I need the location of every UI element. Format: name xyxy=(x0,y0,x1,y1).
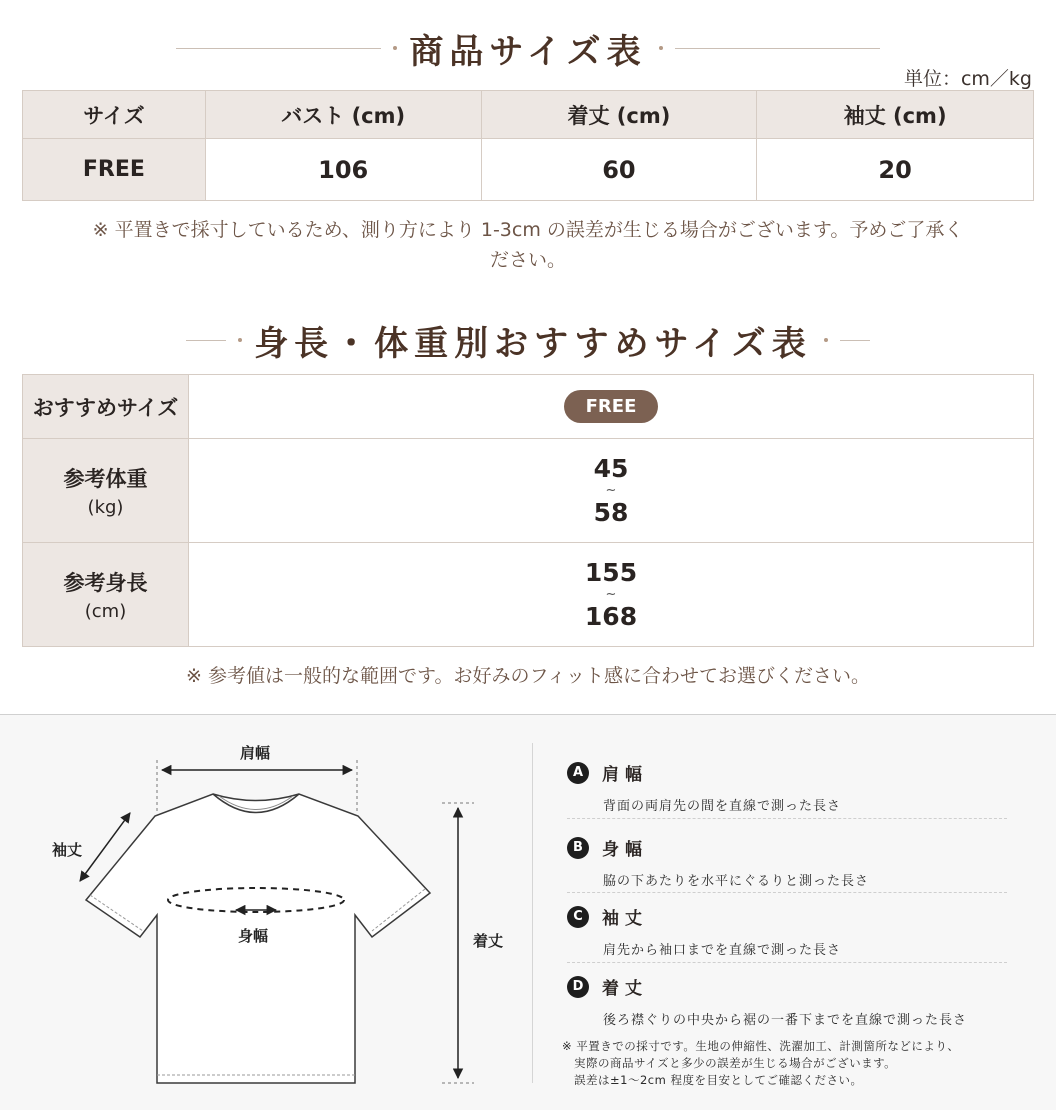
diagram-divider xyxy=(532,743,533,1083)
guide-item-title: 袖丈 xyxy=(602,909,648,929)
recommend-title-row xyxy=(0,316,1056,364)
badge-c: C xyxy=(567,906,589,928)
guide-item-chest xyxy=(567,835,1007,889)
weight-max: 58 xyxy=(593,497,629,527)
guide-separator xyxy=(567,962,1007,963)
guide-item-desc: 後ろ襟ぐりの中央から裾の一番下までを直線で測った長さ xyxy=(603,1013,968,1028)
size-table-row xyxy=(23,139,1034,201)
badge-b: B xyxy=(567,837,589,859)
guide-item-title: 着丈 xyxy=(602,979,648,999)
height-min: 155 xyxy=(584,557,638,587)
recommend-height-row xyxy=(23,543,1034,647)
recommend-title: 身長・体重別おすすめサイズ表 xyxy=(254,323,812,364)
guide-item-title: 肩幅 xyxy=(602,765,648,785)
size-table xyxy=(22,90,1034,201)
recommend-size-label: おすすめサイズ xyxy=(23,375,189,439)
weight-unit: (kg) xyxy=(87,497,124,518)
header-bust: バスト (cm) xyxy=(205,91,481,139)
badge-a: A xyxy=(567,762,589,784)
weight-min: 45 xyxy=(593,453,629,483)
height-label-cell xyxy=(23,543,189,647)
label-chest: 身幅 xyxy=(238,927,269,945)
height-unit: (cm) xyxy=(84,601,127,622)
weight-tilde: ~ xyxy=(605,482,617,498)
cell-size: FREE xyxy=(23,139,206,201)
guide-separator xyxy=(567,818,1007,819)
tshirt-diagram xyxy=(0,715,532,1111)
weight-range xyxy=(189,439,1034,543)
guide-item-desc: 肩先から袖口までを直線で測った長さ xyxy=(603,943,842,958)
weight-label: 参考体重 xyxy=(63,467,148,491)
header-length: 着丈 (cm) xyxy=(481,91,757,139)
guide-item-desc: 脇の下あたりを水平にぐるりと測った長さ xyxy=(603,874,870,889)
recommend-note: ※ 参考値は一般的な範囲です。お好みのフィット感に合わせてお選びください。 xyxy=(186,665,870,687)
header-sleeve: 袖丈 (cm) xyxy=(757,91,1034,139)
guide-item-length xyxy=(567,974,1007,1028)
size-table-header-row xyxy=(23,91,1034,139)
title-dot-right xyxy=(824,338,828,342)
label-sleeve: 袖丈 xyxy=(52,841,83,859)
recommend-size-row xyxy=(23,375,1034,439)
label-shoulder: 肩幅 xyxy=(240,744,271,762)
guide-item-shoulder xyxy=(567,760,1007,814)
size-chart-title-row xyxy=(0,24,1056,72)
size-note xyxy=(0,215,1056,275)
badge-d: D xyxy=(567,976,589,998)
height-max: 168 xyxy=(584,601,638,631)
header-size: サイズ xyxy=(23,91,206,139)
label-length: 着丈 xyxy=(473,932,504,950)
guide-item-title: 身幅 xyxy=(602,840,648,860)
size-note-line1: ※ 平置きで採寸しているため、測り方により 1-3cm の誤差が生じる場合がございます。予めご了承く xyxy=(92,219,964,241)
height-label: 参考身長 xyxy=(63,571,148,595)
size-note-line2: ださい。 xyxy=(489,249,566,271)
weight-label-cell xyxy=(23,439,189,543)
title-rule-left xyxy=(176,48,381,49)
height-tilde: ~ xyxy=(605,586,617,602)
recommend-weight-row xyxy=(23,439,1034,543)
size-chart-title: 商品サイズ表 xyxy=(409,31,647,72)
guide-item-sleeve xyxy=(567,904,1007,958)
guide-item-desc: 背面の両肩先の間を直線で測った長さ xyxy=(603,799,842,814)
height-range xyxy=(189,543,1034,647)
cell-sleeve: 20 xyxy=(757,139,1034,201)
title-rule-left xyxy=(186,340,226,341)
cell-length: 60 xyxy=(481,139,757,201)
cell-bust: 106 xyxy=(205,139,481,201)
measurement-footnote: ※ 平置きでの採寸です。生地の伸縮性、洗濯加工、計測箇所などにより、 実際の商品サイズと多少の誤差が生じる場合がございます。 誤差は±1～2cm 程度を目安としてご確認ください。 xyxy=(562,1039,960,1087)
size-badge: FREE xyxy=(564,390,659,423)
recommend-size-cell xyxy=(189,375,1034,439)
recommend-table xyxy=(22,374,1034,647)
title-rule-right xyxy=(840,340,870,341)
title-dot-right xyxy=(659,46,663,50)
guide-separator xyxy=(567,892,1007,893)
title-dot-left xyxy=(238,338,242,342)
title-dot-left xyxy=(393,46,397,50)
title-rule-right xyxy=(675,48,880,49)
unit-label: 単位：cm／kg xyxy=(903,68,1032,90)
